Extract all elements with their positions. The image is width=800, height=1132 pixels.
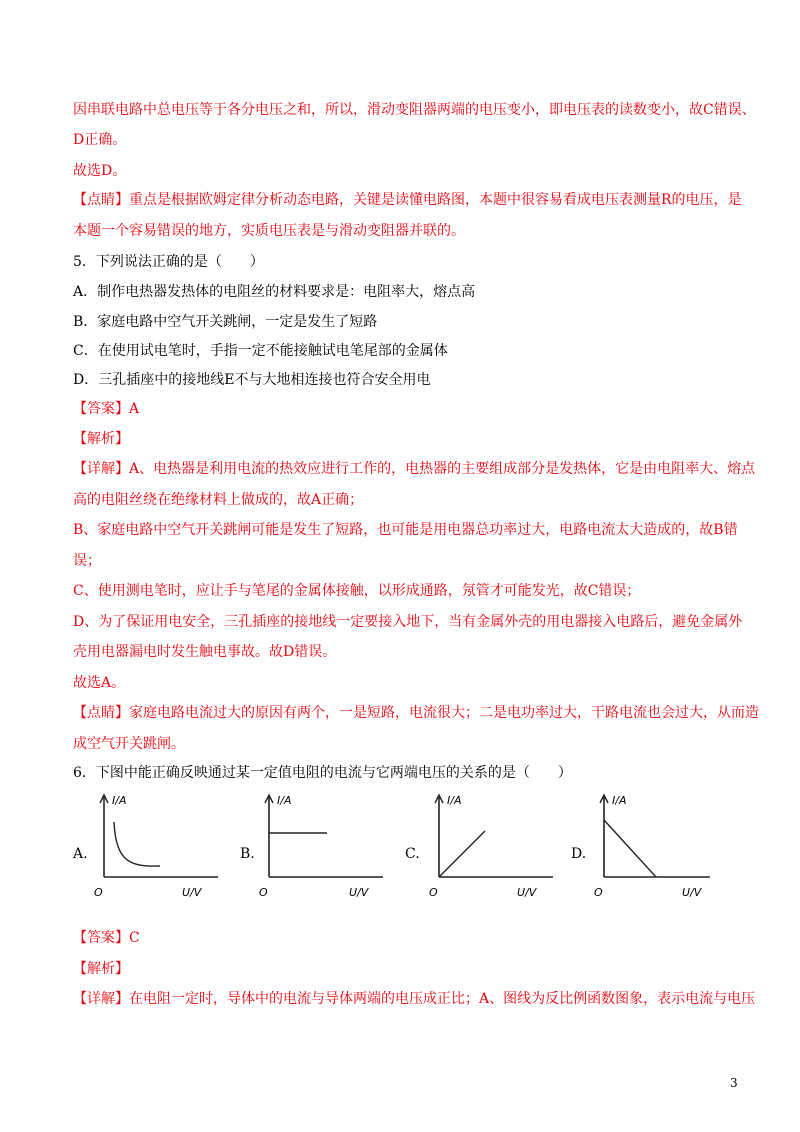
q5-detail-b1: B、家庭电路中空气开关跳闸可能是发生了短路，也可能是用电器总功率过大，电路电流太大造成的，故B错 xyxy=(73,522,738,538)
q6-detail-1 xyxy=(73,989,755,1009)
q5-option-d: D．三孔插座中的接地线E不与大地相连接也符合安全用电 xyxy=(73,372,431,388)
remark-text: 重点是根据欧姆定律分析动态电路，关键是读懂电路图，本题中很容易看成电压表测量R的电压，是 xyxy=(129,192,742,208)
q5-option-c: C．在使用试电笔时，手指一定不能接触试电笔尾部的金属体 xyxy=(73,343,448,359)
y-axis-label: I/A xyxy=(447,794,462,807)
q6-graph-c xyxy=(425,792,555,902)
y-axis-label: I/A xyxy=(277,794,292,807)
q5-remark-line2: 成空气开关跳闸。 xyxy=(73,736,185,752)
q6-option-b-label: B. xyxy=(240,846,255,862)
q5-option-a: A．制作电热器发热体的电阻丝的材料要求是：电阻率大，熔点高 xyxy=(73,284,476,300)
detail-text: A、电热器是利用电流的热效应进行工作的，电热器的主要组成部分是发热体，它是由电阻率大、熔点 xyxy=(129,461,756,477)
prev-remark-line2: 本题一个容易错误的地方，实质电压表是与滑动变阻器并联的。 xyxy=(73,223,465,239)
y-axis-label: I/A xyxy=(612,794,627,807)
q6-option-c-label: C. xyxy=(405,846,420,862)
q6-option-d-label: D. xyxy=(571,846,587,862)
q5-detail-b2: 误； xyxy=(73,553,101,569)
origin-label: O xyxy=(594,886,603,899)
proportional-line xyxy=(439,831,485,877)
q6-stem: 6．下图中能正确反映通过某一定值电阻的电流与它两端电压的关系的是（ ） xyxy=(73,765,572,781)
q6-answer: 【答案】C xyxy=(73,930,140,946)
page-number: 3 xyxy=(730,1076,738,1090)
q5-option-b: B．家庭电路中空气开关跳闸，一定是发生了短路 xyxy=(73,314,378,330)
inverse-curve xyxy=(114,822,160,866)
q5-analysis-label: 【解析】 xyxy=(73,431,129,447)
x-axis-label: U/V xyxy=(349,886,369,899)
prev-remark-line1 xyxy=(73,190,742,210)
q5-detail-c: C、使用测电笔时，应让手与笔尾的金属体接触，以形成通路，氖管才可能发光，故C错误； xyxy=(73,583,641,599)
detail-text: 在电阻一定时，导体中的电流与导体两端的电压成正比；A、图线为反比例函数图象，表示电流与电压 xyxy=(129,991,756,1007)
q5-remark-line1 xyxy=(73,703,759,723)
q5-answer: 【答案】A xyxy=(73,401,140,417)
decreasing-line xyxy=(604,820,656,877)
q5-detail-d2: 壳用电器漏电时发生触电事故。故D错误。 xyxy=(73,644,337,660)
q6-graph-d xyxy=(590,792,720,902)
q5-choose: 故选A。 xyxy=(73,675,126,691)
q6-option-a-label: A. xyxy=(73,846,88,862)
q6-analysis-label: 【解析】 xyxy=(73,961,129,977)
q6-graph-b xyxy=(255,792,385,902)
prev-explanation-line2: D正确。 xyxy=(73,132,127,148)
remark-label: 【点睛】 xyxy=(73,192,129,208)
q6-graph-a xyxy=(90,792,220,902)
x-axis-label: U/V xyxy=(682,886,702,899)
detail-label: 【详解】 xyxy=(73,991,129,1007)
prev-explanation-line1: 因串联电路中总电压等于各分电压之和，所以，滑动变阻器两端的电压变小，即电压表的读数变小，故C错误、 xyxy=(73,102,756,118)
q5-detail-d1: D、为了保证用电安全，三孔插座的接地线一定要接入地下，当有金属外壳的用电器接入电路后，避免金属外 xyxy=(73,614,743,630)
q5-stem: 5．下列说法正确的是（ ） xyxy=(73,254,264,270)
q5-detail-a2: 高的电阻丝绕在绝缘材料上做成的，故A正确； xyxy=(73,492,364,508)
origin-label: O xyxy=(429,886,438,899)
remark-label: 【点睛】 xyxy=(73,705,129,721)
origin-label: O xyxy=(94,886,103,899)
prev-choose: 故选D。 xyxy=(73,163,127,179)
q5-detail-a1 xyxy=(73,459,755,479)
detail-label: 【详解】 xyxy=(73,461,129,477)
y-axis-label: I/A xyxy=(112,794,127,807)
origin-label: O xyxy=(259,886,268,899)
x-axis-label: U/V xyxy=(182,886,202,899)
x-axis-label: U/V xyxy=(517,886,537,899)
remark-text: 家庭电路电流过大的原因有两个，一是短路，电流很大；二是电功率过大，干路电流也会过大，从而造 xyxy=(129,705,759,721)
